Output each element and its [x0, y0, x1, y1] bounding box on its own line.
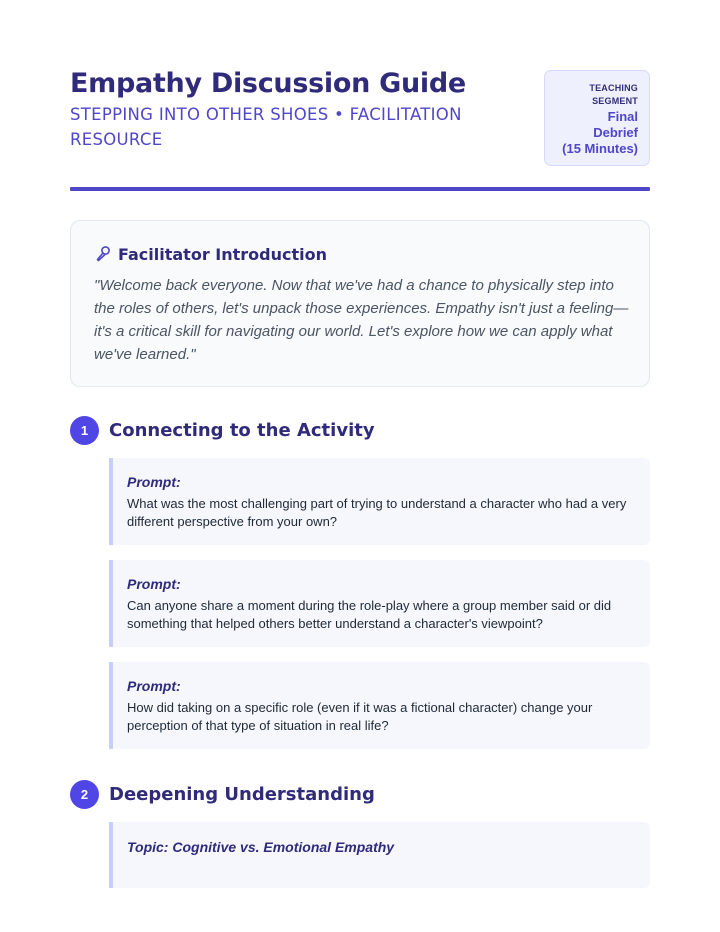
page-subtitle: STEPPING INTO OTHER SHOES • FACILITATION RESOURCE: [70, 105, 462, 149]
prompt-text: What was the most challenging part of trying to understand a character who had a very different perspective from your own?: [127, 496, 627, 529]
segment-value-line2: Debrief: [593, 125, 638, 140]
page-title: Empathy Discussion Guide: [70, 68, 466, 99]
segment-value-line1: Final: [607, 109, 638, 124]
section-1-heading: [70, 415, 375, 445]
prompt-card: [109, 560, 650, 647]
microphone-icon: [94, 245, 112, 263]
topic-card: [109, 822, 650, 888]
intro-title: Facilitator Introduction: [118, 244, 327, 264]
prompt-text: Can anyone share a moment during the role-play where a group member said or did something that helped others better understand a character's viewpoint?: [127, 598, 612, 631]
prompt-card: [109, 662, 650, 749]
teaching-segment-badge: [544, 70, 650, 166]
intro-quote: "Welcome back everyone. Now that we've had a chance to physically step into the roles of others, let's unpack those experiences. Empathy isn't just a feeling—it's a critical skill for navigating our world. Let's explore how we can apply what we've learned.": [94, 277, 629, 363]
prompt-label: Prompt:: [127, 474, 181, 490]
section-number-badge: 1: [70, 416, 99, 445]
section-title: Connecting to the Activity: [109, 419, 375, 441]
segment-label-line1: TEACHING: [589, 83, 638, 93]
section-title: Deepening Understanding: [109, 783, 375, 805]
prompt-text: How did taking on a specific role (even if it was a fictional character) change your perception of that type of situation in real life?: [127, 700, 593, 733]
prompt-card: [109, 458, 650, 545]
intro-heading: [94, 243, 627, 265]
facilitator-intro-card: [70, 220, 650, 387]
section-2-heading: [70, 779, 375, 809]
section-number-badge: 2: [70, 780, 99, 809]
header-divider: [70, 187, 650, 191]
prompt-label: Prompt:: [127, 678, 181, 694]
document-header: [70, 68, 650, 192]
topic-label: Topic: Cognitive vs. Emotional Empathy: [127, 839, 395, 855]
prompt-label: Prompt:: [127, 576, 181, 592]
segment-label-line2: SEGMENT: [592, 96, 638, 106]
segment-value-line3: (15 Minutes): [562, 141, 638, 156]
